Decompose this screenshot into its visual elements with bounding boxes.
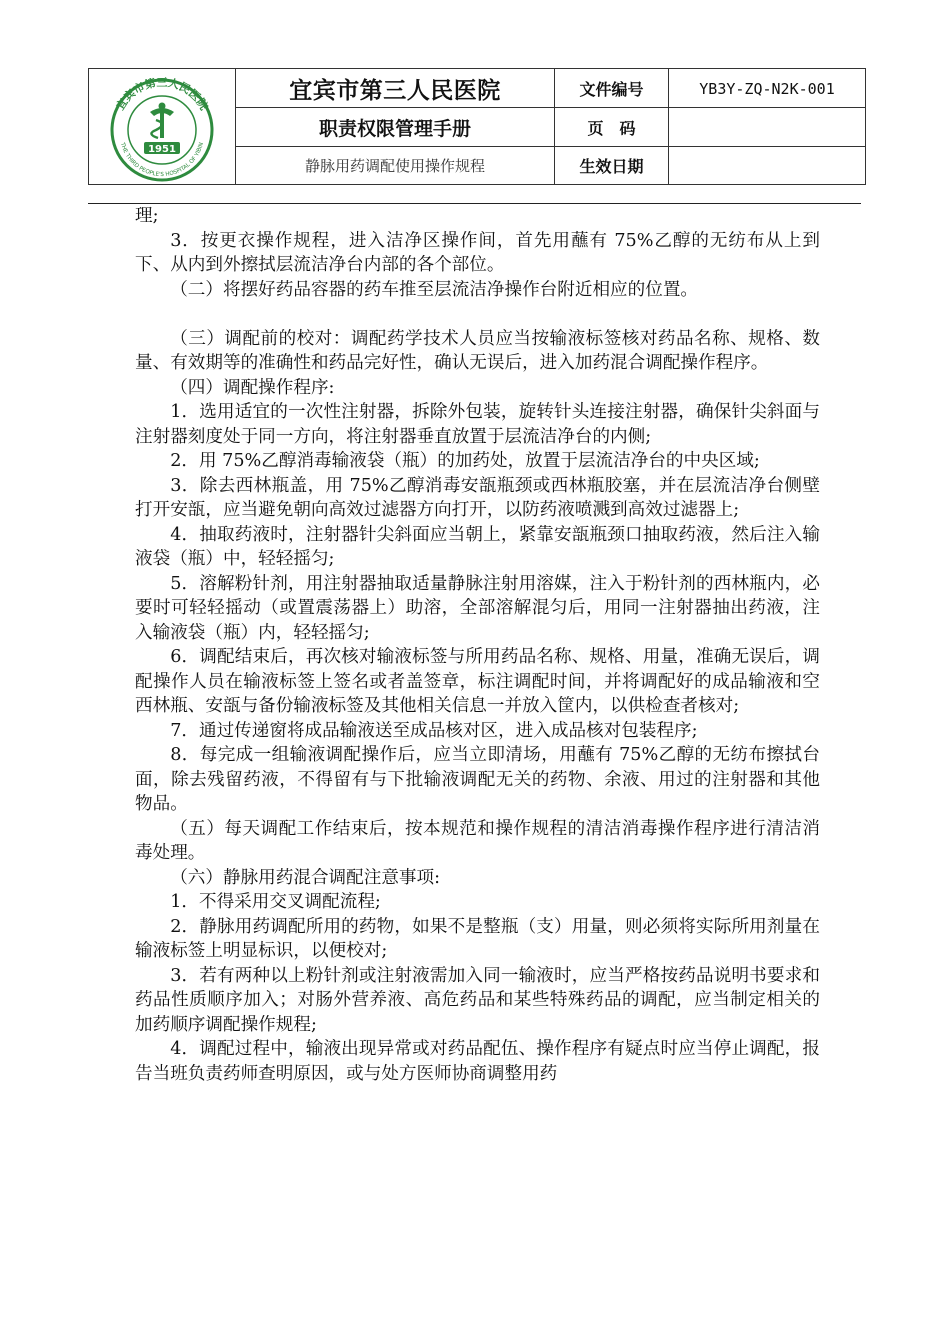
- paragraph: （六）静脉用药混合调配注意事项:: [170, 867, 441, 888]
- paragraph: 3．除去西林瓶盖，用 75%乙醇消毒安瓿瓶颈或西林瓶胶塞，并在层流洁净台侧壁打开安瓿，应当避免朝向高效过滤器方向打开，以防药液喷溅到高效过滤器上;: [135, 475, 820, 520]
- paragraph: （二）将摆好药品容器的药车推至层流洁净操作台附近相应的位置。: [170, 279, 699, 300]
- paragraph: 1．选用适宜的一次性注射器，拆除外包装，旋转针头连接注射器，确保针尖斜面与注射器刻度处于同一方向，将注射器垂直放置于层流洁净台的内侧;: [135, 402, 820, 447]
- paragraph: （四）调配操作程序:: [170, 377, 335, 398]
- paragraph: 4．调配过程中，输液出现异常或对药品配伍、操作程序有疑点时应当停止调配，报告当班负责药师查明原因，或与处方医师协商调整用药: [135, 1039, 820, 1084]
- hospital-logo-cell: [89, 69, 236, 185]
- paragraph: 8．每完成一组输液调配操作后，应当立即清场，用蘸有 75%乙醇的无纺布擦拭台面，除去残留药液，不得留有与下批输液调配无关的药物、余液、用过的注射器和其他物品。: [135, 745, 820, 814]
- procedure-name-cell: [236, 147, 555, 185]
- doc-number-value: YB3Y-ZQ-N2K-001: [699, 79, 835, 98]
- document-body: [135, 204, 820, 1086]
- paragraph: 3．若有两种以上粉针剂或注射液需加入同一输液时，应当严格按药品说明书要求和药品性质顺序加入；对肠外营养液、高危药品和某些特殊药品的调配，应当制定相关的加药顺序调配操作规程;: [135, 965, 820, 1035]
- doc-number-value-cell: [669, 69, 866, 108]
- paragraph: 2．用 75%乙醇消毒输液袋（瓶）的加药处，放置于层流洁净台的中央区域;: [170, 451, 760, 471]
- doc-number-label-cell: [555, 69, 669, 108]
- paragraph: 3．按更衣操作规程，进入洁净区操作间，首先用蘸有 75%乙醇的无纺布从上到下、从内到外擦拭层流洁净台内部的各个部位。: [135, 230, 820, 275]
- hospital-name-cell: [236, 69, 555, 108]
- paragraph: 7．通过传递窗将成品输液送至成品核对区，进入成品核对包装程序;: [170, 720, 698, 741]
- effective-date-value-cell: [669, 147, 866, 185]
- paragraph: 5．溶解粉针剂，用注射器抽取适量静脉注射用溶媒，注入于粉针剂的西林瓶内，必要时可轻轻摇动（或置震荡器上）助溶，全部溶解混匀后，用同一注射器抽出药液，注入输液袋（瓶）内，轻轻摇匀;: [135, 573, 820, 643]
- hospital-logo: [98, 72, 226, 182]
- manual-name-cell: [236, 108, 555, 147]
- paragraph: （三）调配前的校对：调配药学技术人员应当按输液标签核对药品名称、规格、数量、有效期等的准确性和药品完好性，确认无误后，进入加药混合调配操作程序。: [135, 328, 820, 373]
- procedure-name: 静脉用药调配使用操作规程: [304, 157, 485, 175]
- paragraph: 6．调配结束后，再次核对输液标签与所用药品名称、规格、用量，准确无误后，调配操作人员在输液标签上签名或者盖签章，标注调配时间，并将调配好的成品输液和空西林瓶、安瓿与备份输液标签及其他相关信息一并放入筐内，以供检查者核对;: [135, 647, 820, 716]
- logo-arc-text: 宜宾市第三人民医院: [113, 75, 211, 113]
- page-label-cell: [555, 108, 669, 147]
- effective-date-label: 生效日期: [579, 157, 644, 176]
- doc-number-label: 文件编号: [579, 79, 644, 99]
- paragraph: （五）每天调配工作结束后，按本规范和操作规程的清洁消毒操作程序进行清洁消毒处理。: [135, 818, 820, 863]
- paragraph: 2．静脉用药调配所用的药物，如果不是整瓶（支）用量，则必须将实际所用剂量在输液标签上明显标识，以便校对;: [135, 916, 820, 961]
- paragraph: 4．抽取药液时，注射器针尖斜面应当朝上，紧靠安瓿瓶颈口抽取药液，然后注入输液袋（瓶）中，轻轻摇匀;: [135, 524, 820, 569]
- paragraph: 理;: [135, 206, 159, 226]
- manual-name: 职责权限管理手册: [318, 117, 471, 140]
- caduceus-icon: [150, 102, 174, 138]
- page-value-cell: [669, 108, 866, 147]
- logo-year: 1951: [148, 143, 176, 155]
- page-label: 页 码: [587, 118, 636, 138]
- effective-date-label-cell: [555, 147, 669, 185]
- paragraph: 1．不得采用交叉调配流程;: [170, 892, 381, 912]
- logo-bottom-text: THE THIRD PEOPLE'S HOSPITAL OF YIBIN: [118, 141, 206, 178]
- document-header: [88, 68, 866, 185]
- hospital-name: 宜宾市第三人民医院: [289, 77, 501, 104]
